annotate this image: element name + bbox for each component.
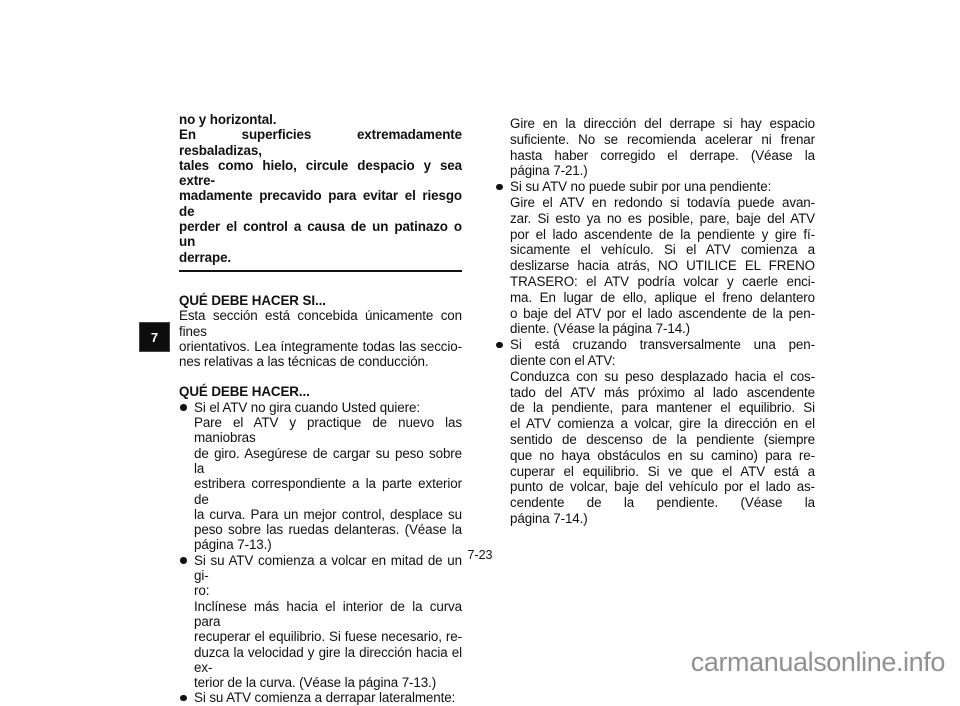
text-line (495, 195, 815, 211)
text-line (495, 495, 815, 511)
text-line (495, 353, 815, 369)
text-line (495, 116, 815, 132)
line-text: duzca la velocidad y gire la dirección hacia el ex- (194, 644, 462, 675)
text-line (495, 400, 815, 416)
line-text: Si su ATV no puede subir por una pendiente: (510, 179, 772, 195)
bullet-line (179, 400, 462, 415)
text-line (495, 416, 815, 432)
line-text: orientativos. Lea íntegramente todas las seccio- (179, 338, 462, 354)
line-text: sentido de descenso de la pendiente (siempre (510, 431, 815, 447)
line-text: página 7-13.) (194, 537, 272, 553)
bullet-line (495, 337, 815, 353)
line-text: tales como hielo, circule despacio y sea extre- (179, 157, 462, 189)
page-number: 7-23 (467, 548, 493, 562)
text-line (179, 112, 462, 127)
text-line (495, 479, 815, 495)
text-line (495, 242, 815, 258)
section-divider (179, 270, 462, 272)
bullet-marker (496, 184, 503, 191)
line-text: madamente precavido para evitar el riesgo de (179, 188, 462, 219)
text-line (179, 629, 462, 644)
line-text: peso sobre las ruedas delanteras. (Véase la (194, 522, 462, 538)
text-line (179, 476, 462, 507)
line-text: recuperar el equilibrio. Si fuese necesario, re- (194, 629, 462, 645)
line-text: diente con el ATV: (510, 352, 616, 368)
line-text: estribera correspondiente a la parte exterior de (194, 476, 462, 507)
text-line (495, 306, 815, 322)
text-line (495, 148, 815, 164)
text-line (495, 464, 815, 480)
bullet-line (495, 179, 815, 195)
line-text: terior de la curva. (Véase la página 7-13.) (194, 675, 437, 691)
text-line (179, 446, 462, 477)
line-text: el ATV comienza a volcar, gire la dirección en el (510, 416, 815, 432)
text-line (179, 522, 462, 537)
bullet-marker (496, 342, 503, 349)
line-text: Inclínese más hacia el interior de la curva para (194, 598, 462, 629)
line-text: Esta sección está concebida únicamente con fines (179, 308, 462, 339)
line-text: QUÉ DEBE HACER SI... (179, 292, 326, 308)
line-text: diente. (Véase la página 7-14.) (510, 321, 691, 337)
line-text: sicamente el vehículo. Si el ATV comienza a (510, 242, 815, 258)
text-line (179, 675, 462, 690)
text-line (179, 599, 462, 630)
text-line (179, 250, 462, 265)
section-heading (179, 384, 462, 399)
chapter-tab-label: 7 (150, 329, 159, 345)
text-line (495, 432, 815, 448)
line-text: Si su ATV comienza a volcar en mitad de un gi- (194, 552, 462, 584)
line-text: tado del ATV más próximo al lado ascendente (510, 384, 815, 400)
text-line (179, 219, 462, 250)
line-text: Gire en la dirección del derrape si hay espacio (510, 116, 815, 131)
text-line (179, 415, 462, 446)
line-text: deslizarse hacia atrás, NO UTILICE EL FRENO (510, 258, 815, 274)
line-text: derrape. (179, 249, 232, 265)
line-text: o baje del ATV por el lado ascendente de la pen- (510, 305, 815, 321)
line-text: TRASERO: el ATV podría volcar y caerle enci- (510, 273, 815, 289)
line-text: QUÉ DEBE HACER... (179, 384, 310, 400)
line-text: En superficies extremadamente resbaladizas, (179, 127, 462, 158)
bullet-marker (180, 695, 187, 702)
line-text: zar. Si esto ya no es posible, pare, baje del ATV (510, 210, 815, 226)
text-line (495, 448, 815, 464)
line-text: Si el ATV no gira cuando Usted quiere: (194, 399, 420, 415)
text-line (495, 132, 815, 148)
line-text: cendente de la pendiente. (Véase la (510, 495, 815, 511)
line-text: suficiente. No se recomienda acelerar ni frenar (510, 131, 815, 147)
text-line (179, 507, 462, 522)
bullet-marker (180, 557, 187, 564)
text-line (179, 308, 462, 339)
text-line (179, 645, 462, 676)
bullet-line (179, 553, 462, 584)
text-line (179, 583, 462, 598)
line-text: de giro. Asegúrese de cargar su peso sobre la (194, 445, 462, 476)
text-line (179, 127, 462, 158)
line-text: Si está cruzando transversalmente una pen- (510, 337, 815, 353)
text-line (495, 274, 815, 290)
bullet-line (179, 690, 462, 705)
line-text: ma. En lugar de ello, aplique el freno delantero (510, 289, 815, 305)
line-text: por el lado ascendente de la pendiente y gire fí- (510, 226, 815, 242)
line-text: cuperar el equilibrio. Si ve que el ATV está a (510, 463, 815, 479)
left-column (179, 112, 462, 706)
text-line (495, 369, 815, 385)
line-text: página 7-21.) (510, 163, 588, 179)
line-text: perder el control a causa de un patinazo o un (179, 219, 462, 250)
bullet-marker (180, 404, 187, 411)
line-text: ro: (194, 583, 210, 599)
text-line (495, 227, 815, 243)
line-text: de la pendiente, para mantener el equilibrio. Si (510, 400, 815, 416)
text-line (495, 211, 815, 227)
line-text: página 7-14.) (510, 510, 588, 526)
spacer (179, 369, 462, 384)
watermark: carmanualsonline.info (690, 647, 945, 677)
line-text: nes relativas a las técnicas de conducción. (179, 354, 429, 370)
chapter-tab (139, 322, 170, 352)
text-line (179, 339, 462, 354)
line-text: Gire el ATV en redondo si todavía puede avan- (510, 194, 815, 210)
right-column (495, 116, 815, 527)
text-line (495, 258, 815, 274)
line-text: hasta haber corregido el derrape. (Véase la (510, 147, 815, 163)
text-line (179, 537, 462, 552)
text-line (179, 188, 462, 219)
text-line (495, 385, 815, 401)
text-line (495, 290, 815, 306)
text-line (495, 321, 815, 337)
text-line (495, 163, 815, 179)
line-text: la curva. Para un mejor control, desplace su (194, 506, 462, 522)
line-text: Pare el ATV y practique de nuevo las maniobras (194, 415, 462, 446)
text-line (179, 158, 462, 189)
line-text: que no haya obstáculos en su camino) para re- (510, 447, 815, 463)
line-text: punto de volcar, baje del vehículo por el lado as- (510, 479, 815, 495)
line-text: Conduzca con su peso desplazado hacia el cos- (510, 368, 815, 384)
line-text: no y horizontal. (179, 112, 277, 127)
text-line (495, 511, 815, 527)
section-heading (179, 293, 462, 308)
line-text: Si su ATV comienza a derrapar lateralmente: (194, 690, 456, 706)
text-line (179, 354, 462, 369)
